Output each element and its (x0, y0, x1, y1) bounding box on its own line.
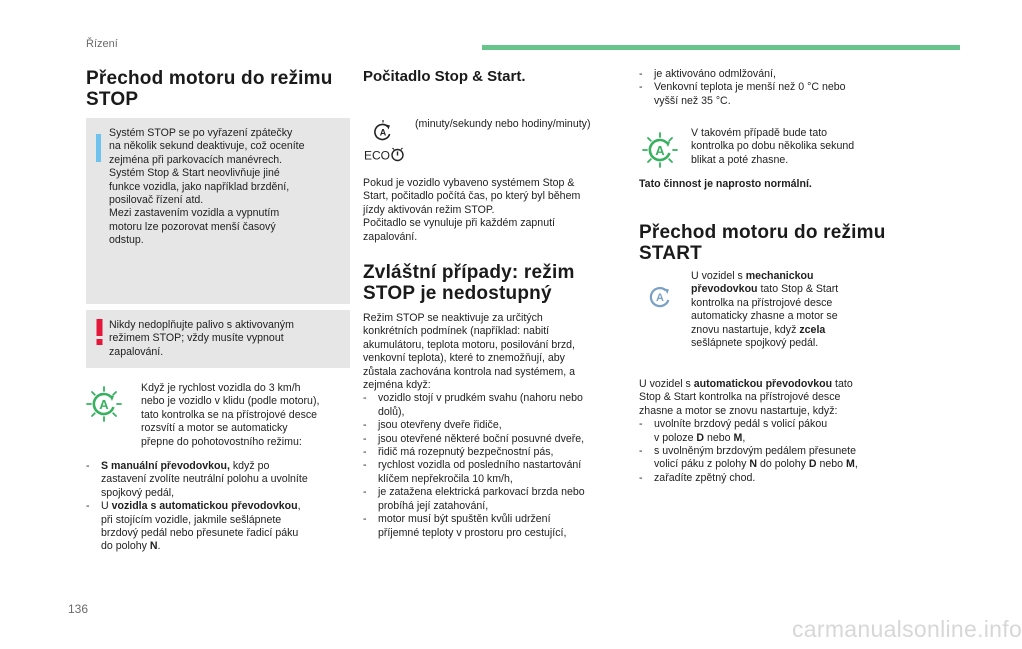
automatic-gearbox-text: U vozidel s automatickou převodovkou tato Stop & Start kontrolka na přístrojové desce zhasne a motor se znovu nastartuje, když: - uvolníte brzdový pedál s volicí pákou v poloze D nebo M, - s uvolněným brzdovým pedálem přesunete volicí páku z polohy N do polohy D nebo M, - zařadíte zpětný chod. (639, 378, 901, 485)
stop-start-blue-icon (641, 131, 679, 169)
list-item: - je aktivováno odmlžování, (639, 68, 899, 81)
manual-gearbox-text: U vozidel s mechanickou převodovkou tato Stop & Start kontrolka na přístrojové desce automaticky zhasne a motor se znovu nastartuje, když zcela sešlápnete spojkový pedál. (691, 270, 839, 350)
list-item: - jsou otevřeny dveře řidiče, (363, 419, 625, 432)
normal-operation-note: Tato činnost je naprosto normální. (639, 178, 812, 190)
list-item: - Venkovní teplota je menší než 0 °C nebo vyšší než 35 °C. (639, 81, 899, 108)
section-label: Řízení (86, 38, 118, 50)
list-item: - jsou otevřené některé boční posuvné dveře, (363, 433, 625, 446)
list-item: - rychlost vozidla od posledního nastartování klíčem nepřekročila 10 km/h, (363, 459, 625, 486)
special-cases-text: Režim STOP se neaktivuje za určitých konkrétních podmínek (například: nabití akumulátoru, teplota motoru, posilování brzd, venkovní teplota), které to znemožňují, aby zůstala zachována kontrola nad systémem, a zejména když: - vozidlo stojí v prudkém svahu (nahoru nebo dolů), - jsou otevřeny dveře řidiče, - jsou otevřené některé boční posuvné dveře, - řidič má rozepnutý bezpečnostní pás, - rychlost vozidla od posledního nastartování klíčem nepřekročila 10 km/h, - je zatažena elektrická parkovací brzda nebo probíhá její zatahování, - motor musí být spuštěn kvůli udržení příjemné teploty v prostoru pro cestující, (363, 312, 625, 540)
svg-text:A: A (655, 143, 665, 158)
stop-start-gray-icon (646, 282, 674, 310)
list-item: - zařadíte zpětný chod. (639, 472, 901, 485)
counter-units-text: (minuty/sekundy nebo hodiny/minuty) (415, 118, 591, 130)
special-cases-title: Zvláštní případy: režim STOP je nedostupný (363, 262, 575, 304)
watermark: carmanualsonline.info (792, 616, 1022, 642)
list-item: - S manuální převodovkou, když po zastavení zvolíte neutrální polohu a uvolníte spojkový pedál, (86, 460, 356, 500)
warning-text: Nikdy nedoplňujte palivo s aktivovaným režimem STOP; vždy musíte vypnout zapalování. (109, 319, 294, 358)
stop-start-green-icon (85, 385, 123, 423)
svg-text:ECO: ECO (364, 148, 391, 163)
stop-conditions-list (86, 460, 356, 554)
eco-icon (364, 146, 406, 164)
info-icon (96, 134, 101, 162)
list-item: - U vozidla s automatickou převodovkou, při stojícím vozidle, jakmile sešlápnete brzdový pedál nebo přesunete řadicí páku do polohy N. (86, 500, 356, 554)
start-mode-title: Přechod motoru do režimu START (639, 222, 886, 264)
svg-text:A: A (656, 292, 664, 304)
stop-mode-title: Přechod motoru do režimu STOP (86, 68, 333, 110)
stop-start-counter-icon (372, 120, 394, 144)
list-item: - uvolníte brzdový pedál s volicí pákou v poloze D nebo M, (639, 418, 901, 445)
section-color-bar (482, 45, 960, 50)
list-item: - s uvolněným brzdovým pedálem přesunete volicí páku z polohy N do polohy D nebo M, (639, 445, 901, 472)
warning-box (86, 310, 350, 368)
page-number: 136 (68, 602, 89, 616)
warning-exclamation-icon (95, 319, 104, 345)
stop-unavailable-continued (639, 68, 899, 108)
list-item: - motor musí být spuštěn kvůli udržení příjemné teploty v prostoru pro cestující, (363, 513, 625, 540)
speed-text: Když je rychlost vozidla do 3 km/h nebo je vozidlo v klidu (podle motoru), tato kontrolka se na přístrojové desce rozsvítí a motor se automaticky přepne do pohotovostního režimu: (141, 382, 320, 448)
counter-title: Počitadlo Stop & Start. (363, 68, 526, 85)
svg-text:A: A (379, 127, 387, 138)
info-box (86, 118, 350, 304)
blink-text: V takovém případě bude tato kontrolka po dobu několika sekund blikat a poté zhasne. (691, 127, 855, 166)
list-item: - vozidlo stojí v prudkém svahu (nahoru nebo dolů), (363, 392, 625, 419)
info-text: Systém STOP se po vyřazení zpátečky na několik sekund deaktivuje, což oceníte zejména při parkovacích manévrech. Systém Stop & Start neovlivňuje jiné funkce vozidla, jako například brzdění, posilovač řízení atd. Mezi zastavením vozidla a vypnutím motoru lze pozorovat menší časový odstup. (109, 127, 305, 247)
counter-description: Pokud je vozidlo vybaveno systémem Stop & Start, počitadlo počítá čas, po který byl během jízdy aktivován režim STOP. Počitadlo se vynuluje při každém zapnutí zapalování. (363, 177, 581, 243)
svg-text:A: A (99, 397, 109, 412)
list-item: - je zatažena elektrická parkovací brzda nebo probíhá její zatahování, (363, 486, 625, 513)
list-item: - řidič má rozepnutý bezpečnostní pás, (363, 446, 625, 459)
